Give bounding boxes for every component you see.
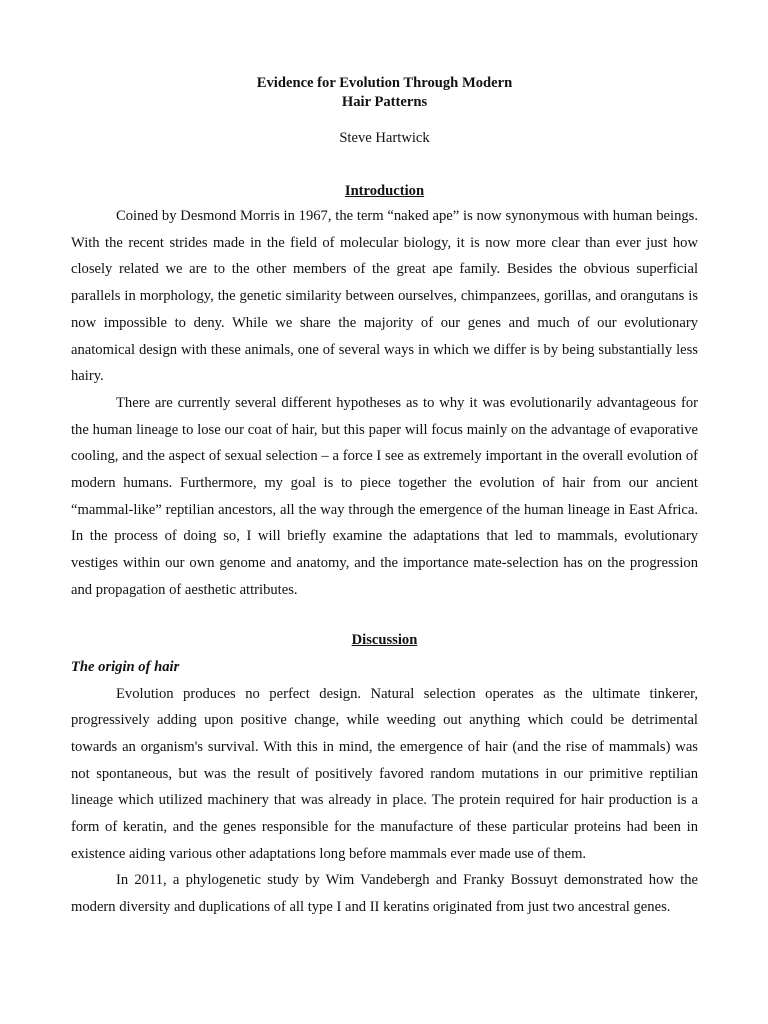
paper-title-line-1: Evidence for Evolution Through Modern <box>256 75 513 91</box>
discussion-paragraph-1: Evolution produces no perfect design. Natural selection operates as the ultimate tinkerer, progressively adding upon positive change, while weeding out anything which could be detrimental towards an organism's survival. With this in mind, the emergence of hair (and the rise of mammals) was not spontaneous, but was the result of positively favored random mutations in our primitive reptilian lineage which utilized machinery that was already in place. The protein required for hair production is a form of keratin, and the genes responsible for the manufacture of these particular proteins had been in existence aiding various other adaptations long before mammals ever made use of them. <box>71 685 698 862</box>
subsection-heading-origin-of-hair: The origin of hair <box>71 658 180 675</box>
introduction-paragraph-2: There are currently several different hypotheses as to why it was evolutionarily advantageous for the human lineage to lose our coat of hair, but this paper will focus mainly on the advantage of evaporative cooling, and the aspect of sexual selection – a force I see as extremely important in the overall evolution of modern humans. Furthermore, my goal is to piece together the evolution of hair from our ancient “mammal-like” reptilian ancestors, all the way through the emergence of the human lineage in East Africa. In the process of doing so, I will briefly examine the adaptations that led to mammals, evolutionary vestiges within our own genome and anatomy, and the importance mate-selection has on the progression and propagation of aesthetic attributes. <box>71 394 698 598</box>
introduction-paragraph-1: Coined by Desmond Morris in 1967, the term “naked ape” is now synonymous with human beings. With the recent strides made in the field of molecular biology, it is now more clear than ever just how closely related we are to the other members of the great ape family. Besides the obvious superficial parallels in morphology, the genetic similarity between ourselves, chimpanzees, gorillas, and orangutans is now impossible to deny. While we share the majority of our genes and much of our evolutionary anatomical design with these animals, one of several ways in which we differ is by being substantially less hairy. <box>71 208 698 385</box>
section-heading-introduction: Introduction <box>344 183 425 199</box>
paper-title-line-2: Hair Patterns <box>341 94 428 110</box>
paper-author: Steve Hartwick <box>339 130 430 146</box>
paper-title <box>71 74 698 112</box>
section-heading-discussion: Discussion <box>351 631 418 648</box>
discussion-paragraph-2: In 2011, a phylogenetic study by Wim Vandebergh and Franky Bossuyt demonstrated how the modern diversity and duplications of all type I and II keratins originated from just two ancestral genes. <box>71 872 698 916</box>
